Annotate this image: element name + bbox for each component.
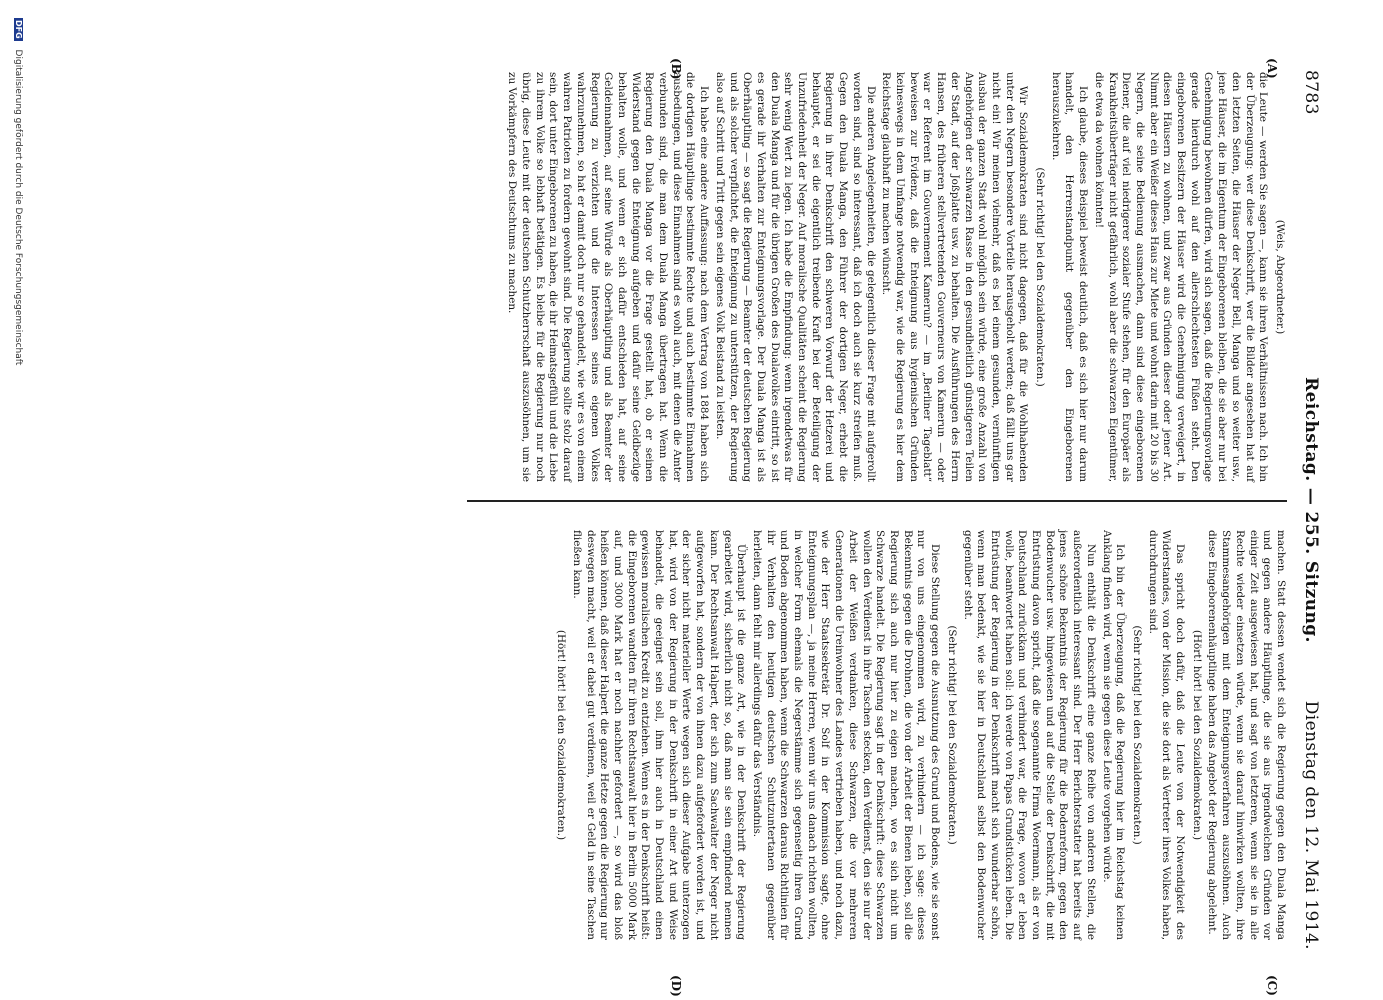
dfg-logo: DFG xyxy=(14,20,23,39)
right-column xyxy=(550,530,1287,940)
margin-marker-c: (C) xyxy=(1265,975,1279,996)
interjection: (Sehr richtig! bei den Sozialdemokraten.) xyxy=(945,625,958,845)
page-number: 8783 xyxy=(1301,70,1321,115)
paragraph: Ich glaube, dieses Beispiel beweist deutlich, daß es sich hier nur darum handelt, den Herrenstandpunkt gegenüber den Eingeborenen herauszukehren. xyxy=(1049,72,1090,482)
session-title: Reichstag. — 255. Sitzung. xyxy=(1301,377,1321,643)
left-column xyxy=(503,72,1287,482)
paragraph: machen. Statt dessen wendet sich die Regierung gegen den Duala Manga und gegen andere Häuptlinge, die sie aus irgendwelchen Gründen vor einiger Zeit ausgewiesen hat, und sagt von letzteren, wenn sie sie in alle Rechte wieder einsetzen würde, wenn sie darauf hinwirken wollten, ihre Stammesangehörigen mit dem Enteignungsverfahren auszusöhnen. Auch diese Eingeborenenhäuptlinge haben das Angebot der Regierung abgelehnt. xyxy=(1206,530,1287,940)
paragraph: die Leute — werden Sie sagen —, kann sie ihren Verhältnissen nach. Ich bin der Überzeugung: wer diese Denkschrift, wer die Bilder angesehen hat auf den letzten Seiten, die Häuser der Neger Bell, Manga und so weiter usw., jene Häuser, die im Eigentum der Eingeborenen bleiben, die sie aber nur bei Genehmigung bewohnen dürfen, wird sich sagen, daß die Regierungsvorlage gerade hierdurch wohl auf den allerschlechtesten Füßen steht. Den eingeborenen Besitzern der Häuser wird die Genehmigung verweigert, in diesen Häusern zu wohnen, und zwar aus Gründen dieser oder jener Art. Nimmt aber ein Weißer dieses Haus zur Miete und wohnt darin mit 20 bis 30 Negern, die seine Bedienung ausmachen, dann sind diese eingeborenen Diener, die auf viel niedrigerer sozialer Stufe stehen, für den Europäer als Krankheitsüberträger nicht gefährlich, wohl aber die schwarzen Eigentümer, die etwa da wohnen könnten! xyxy=(1092,72,1270,482)
page-header xyxy=(1289,70,1329,950)
margin-marker-b: (B) xyxy=(669,58,683,80)
paragraph: Nun enthält die Denkschrift eine ganze Reihe von anderen Stellen, die außerordentlich interessant sind. Der Herr Berichterstatter hat bereits auf jenes schöne Bekenntnis der Regierung für die Bodenreform, gegen den Bodenwucher usw. hingewiesen und auf die Stelle der Denkschrift, die mit Entrüstung davon spricht, daß die sogenannte Firma Woermann, als er von Deutschland zurückkam und verhindert war, die Frage, wovon er leben wolle, beantwortet haben soll: ich werde von Papas Grundstücken leben. Die Entrüstung der Regierung in der Denkschrift macht sich wunderbar schön, wenn man bedenkt, wie sie hier in Deutschland selbst den Bodenwucher gegenüber steht. xyxy=(961,530,1097,940)
paragraph: Diese Stellung gegen die Ausnutzung des Grund und Bodens, wie sie sonst nur von uns eingenommen wird, zu verhindern — ich sage: dieses Bekenntnis gegen die Drohnen, die von der Arbeit der Bienen leben, soll die Regierung sich auch nur hier zu eigen machen, wo es sich nicht um Schwarze handelt. Die Regierung sagt in der Denkschrift: diese Schwarzen wollen den Verdienst in ihre Taschen stecken, den Verdienst, den sie nur der Arbeit der Weißen verdanken, diese Schwarzen, die vor mehreren Generationen die Ureinwohner des Landes vertrieben haben, und noch dazu, wie der Herr Staatssekretär Dr. Solf in der Kommission sagte, ohne Enteignungsplan —, ja meine Herren, wenn wir uns danach richten wollten, in welcher Form ehemals die Negerstämme sich gegenseitig ihren Grund und Boden abgenommen haben, wenn die Schwarzen daraus Richtlinien für ihr Verhalten den heutigen deutschen Schutzuntertanen gegenüber herleiten, dann fehlt mir allerdings dafür das Verständnis. xyxy=(750,530,942,940)
paragraph: Ich bin der Überzeugung, daß die Regierung hier im Reichstag keinen Anklang finden wird, wenn sie gegen diese Leute vorgehen würde. xyxy=(1100,530,1127,940)
funding-footer xyxy=(13,0,23,1000)
interjection: (Hört! hört! bei den Sozialdemokraten.) xyxy=(1190,629,1203,841)
funding-note: Digitalisierung gefördert durch die Deutsche Forschungsgemeinschaft xyxy=(13,49,23,366)
margin-marker-a: (A) xyxy=(1265,58,1279,79)
speaker-label: (Weis, Abgeordneter.) xyxy=(1274,219,1286,335)
interjection: (Hört! hört! bei den Sozialdemokraten.) xyxy=(555,629,568,841)
margin-marker-d: (D) xyxy=(669,975,683,997)
paragraph: Die anderen Angelegenheiten, die gelegentlich dieser Frage mit aufgerollt worden sind, sind so interessant, daß ich doch auch sie kurz streifen muß. Gegen den Duala Manga, den Führer der dortigen Neger, erhebt die Regierung in ihrer Denkschrift den schweren Vorwurf der Hetzerei und behauptet, er sei die eigentlich treibende Kraft bei der Beteiligung der Unzufriedenheit der Neger. Auf moralische Qualitäten scheint die Regierung sehr wenig Wert zu legen. Ich habe die Empfindung: wenn irgendetwas für den Duala Manga und für die übrigen Großen des Dualavolkes eintritt, so ist es gerade ihr Verhalten zur Enteignungsvorlage. Der Duala Manga ist als Oberhäuptling — so sagt die Regierung — Beamter der deutschen Regierung und als solcher verpflichtet, die Enteignung zu unterstützen, der Regierung also auf Schritt und Tritt gegen sein eigenes Volk Beistand zu leisten. xyxy=(713,72,877,482)
paragraph: Ich habe eine andere Auffassung: nach dem Vertrag von 1884 haben sich die dortigen Häuptlinge bestimmte Rechte und auch bestimmte Einnahmen ausbedungen, und diese Einnahmen sind es wohl auch, mit denen die Amter verbunden sind, die man dem Duala Manga übertragen hat. Wenn die Regierung den Duala Manga vor die Frage gestellt hat, ob er seinen Widerstand gegen die Enteignung aufgeben und dafür seine Geldbezüge behalten wolle, und wenn er sich dafür entschieden hat, auf seine Geldeinnahmen, auf seine Würde als Oberhäuptling und als Beamter der Regierung zu verzichten und die Interessen seines eigenen Volkes wahrzunehmen, so hat er damit doch nur so gehandelt, wie wir es von einem wahren Patrioten zu fordern gewohnt sind. Die Regierung sollte stolz darauf sein, dort unter Eingeborenen zu haben, die ihr Heimatsgefühl und die Liebe zu ihrem Volke so lebhaft betätigen. Es bleibe für die Regierung nur noch übrig, diese Leute mit der deutschen Schutzherrschaft auszusöhnen, um sie zu Vorkämpfern des Deutschtums zu machen. xyxy=(506,72,711,482)
paragraph: Wir Sozialdemokraten sind nicht dagegen, daß für die Wohlhabenden unter den Negern besondere Vorteile herausgeholt werden; daß fällt uns gar nicht ein! Wir meinen vielmehr, daß es bei einem gesunden, vernünftigen Ausbau der ganzen Stadt wohl möglich sein würde, eine große Anzahl von Angehörigen der schwarzen Rasse in den gesundheitlich günstigeren Teilen der Stadt, auf der Joßplatte usw. zu behalten. Die Ausführungen des Herrn Hansen, des früheren stellvertretenden Gouverneurs von Kamerun — oder war er Referent im Gouvernement Kamerun? — im „Berliner Tageblatt“ beweisen zur Evidenz, daß die Enteignung aus hygienischen Gründen keineswegs in dem Umfange notwendig war, wie die Regierung es hier dem Reichstage glaubhaft zu machen wünscht. xyxy=(880,72,1030,482)
column-divider xyxy=(467,500,1287,502)
paragraph: Das spricht doch dafür, daß die Leute von der Notwendigkeit des Widerstandes, von der Mission, die sie dort als Vertreter ihres Volkes haben, durchdrungen sind. xyxy=(1146,530,1187,940)
session-date: Dienstag den 12. Mai 1914. xyxy=(1301,700,1321,950)
interjection: (Sehr richtig! bei den Sozialdemokraten.) xyxy=(1130,625,1143,845)
interjection: (Sehr richtig! bei den Sozialdemokraten.) xyxy=(1034,167,1047,387)
paragraph: Überhaupt ist die ganze Art, wie in der Denkschrift der Regierung gearbeitet wird, sicherlich nicht so, daß man sie sein empfindend nennen kann. Der Rechtsanwalt Halpert, der sich zum Sachwalter der Neger nicht aufgeworfen hat, sondern der von ihnen dazu aufgefordert worden ist, und der sicher nicht materieller Werte wegen sich dieser Aufgabe unterzogen hat, wird von der Regierung in der Denkschrift in einer Art und Weise behandelt, die geeignet sein soll, ihm hier auch in Deutschland einen gewissen moralischen Kredit zu entziehen. Wenn es in der Denkschrift heißt: die Eingeborenen wandten für ihren Rechtsanwalt hier in Berlin 5000 Mark auf, und 3000 Mark hat er noch nachher gefordert —, so wird das bloß heißen können, daß dieser Halpert die ganze Hetze gegen die Regierung nur deswegen macht, weil er dabei gut verdienen, weil er Geld in seine Taschen fließen kann. xyxy=(570,530,748,940)
